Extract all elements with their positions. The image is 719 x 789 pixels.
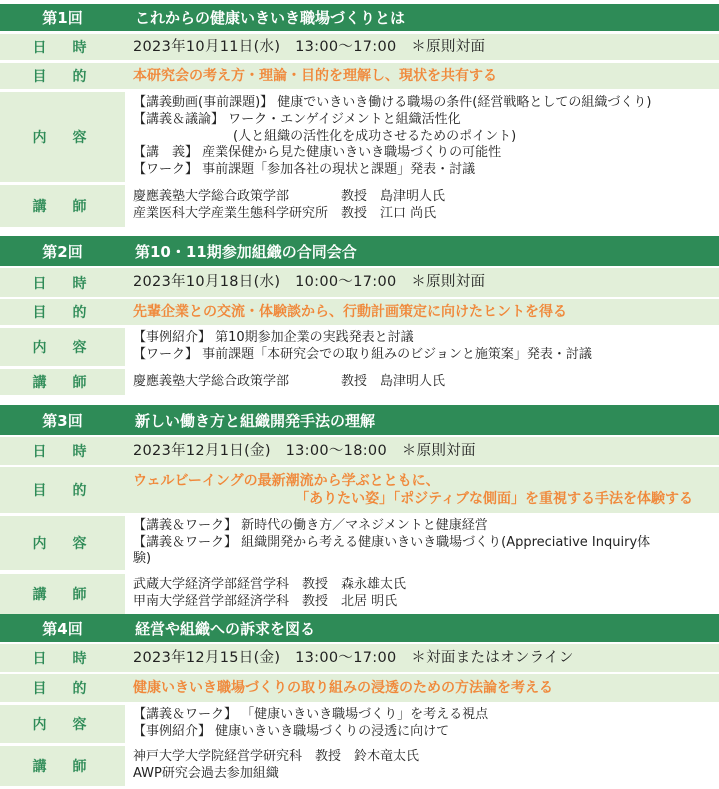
session-date: 2023年10月18日(水) 10:00〜17:00 ＊原則対面 — [133, 274, 486, 291]
session-1-content-row — [0, 92, 719, 182]
session-date: 2023年12月15日(金) 13:00〜17:00 ＊対面またはオンライン — [133, 649, 574, 666]
content-line: 【事例紹介】 健康いきいき職場づくりの浸透に向けて — [133, 724, 450, 739]
session-4-lecturer-row — [0, 746, 719, 786]
session-goal: 本研究会の考え方・理論・目的を理解し、現状を共有する — [133, 67, 497, 84]
content-line: 【講義動画(事前課題)】 健康でいきいき働ける職場の条件(経営戦略としての組織づくり) — [133, 94, 652, 110]
lecturer-line: 武蔵大学経済学部経営学科 教授 森永雄太氏 — [133, 577, 407, 593]
session-2-header — [0, 236, 719, 266]
session-3-content-row — [0, 516, 719, 570]
lecturer-label: 講 師 — [0, 369, 125, 395]
session-1-lecturer-row — [0, 185, 719, 227]
session-1-header — [0, 4, 719, 31]
content-line: 【事例紹介】 第10期参加企業の実践発表と討議 — [133, 330, 414, 346]
content-line: 【講義＆ワーク】 組織開発から考える健康いきいき職場づくり(Appreciative Inquiry体 — [133, 534, 651, 550]
session-number: 第1回 — [42, 9, 83, 27]
date-label: 日 時 — [0, 644, 125, 672]
content-line: 【講 義】 産業保健から見た健康いきいき職場づくりの可能性 — [133, 145, 502, 161]
goal-label: 目 的 — [0, 299, 125, 325]
content-label: 内 容 — [0, 705, 125, 743]
session-2-date-row — [0, 268, 719, 297]
session-2-goal-row — [0, 299, 719, 325]
session-3-date-row — [0, 437, 719, 465]
session-number: 第2回 — [42, 242, 83, 261]
lecturer-line: AWP研究会過去参加組織 — [133, 766, 279, 781]
goal-label: 目 的 — [0, 674, 125, 702]
session-3-goal-row — [0, 467, 719, 513]
session-goal: 先輩企業との交流・体験談から、行動計画策定に向けたヒントを得る — [133, 303, 567, 320]
session-4-header — [0, 614, 719, 642]
session-3-lecturer-row — [0, 574, 719, 614]
content-label: 内 容 — [0, 328, 125, 366]
lecturer-line: 慶應義塾大学総合政策学部 教授 島津明人氏 — [133, 373, 446, 389]
session-date: 2023年10月11日(水) 13:00〜17:00 ＊原則対面 — [133, 38, 486, 55]
lecturer-line: 神戸大学大学院経営学研究科 教授 鈴木竜太氏 — [133, 749, 420, 765]
lecturer-line: 甲南大学経営学部経済学科 教授 北居 明氏 — [133, 594, 398, 609]
session-number: 第4回 — [42, 619, 83, 638]
content-line: 【講義＆議論】 ワーク・エンゲイジメントと組織活性化 — [133, 111, 461, 127]
lecturer-line: 産業医科大学産業生態科学研究所 教授 江口 尚氏 — [133, 206, 437, 221]
content-line: 【ワーク】 事前課題「本研究会での取り組みのビジョンと施策案」発表・討議 — [133, 347, 592, 362]
content-label: 内 容 — [0, 516, 125, 570]
session-title: これからの健康いきいき職場づくりとは — [135, 9, 406, 27]
session-1-date-row — [0, 34, 719, 60]
session-number: 第3回 — [42, 411, 83, 430]
content-line: (人と組織の活性化を成功させるためのポイント) — [233, 128, 517, 144]
session-title: 新しい働き方と組織開発手法の理解 — [135, 411, 376, 430]
goal-label: 目 的 — [0, 63, 125, 89]
session-2-lecturer-row — [0, 369, 719, 395]
lecturer-label: 講 師 — [0, 746, 125, 786]
session-1-goal-row — [0, 63, 719, 89]
lecturer-line: 慶應義塾大学総合政策学部 教授 島津明人氏 — [133, 189, 446, 205]
session-goal-line: ウェルビーイングの最新潮流から学ぶとともに、 — [133, 472, 440, 489]
content-line: 【ワーク】 事前課題「参加各社の現状と課題」発表・討議 — [133, 162, 476, 178]
session-goal-line: 「ありたい姿」「ポジティブな側面」を重視する手法を体験する — [295, 491, 693, 507]
session-4-goal-row — [0, 674, 719, 702]
content-line: 【講義＆ワーク】 「健康いきいき職場づくり」を考える視点 — [133, 707, 489, 723]
session-title: 経営や組織への訴求を図る — [135, 619, 316, 638]
content-line: 【講義＆ワーク】 新時代の働き方／マネジメントと健康経営 — [133, 517, 488, 533]
session-date: 2023年12月1日(金) 13:00〜18:00 ＊原則対面 — [133, 442, 476, 459]
lecturer-label: 講 師 — [0, 185, 125, 227]
session-4-date-row — [0, 644, 719, 672]
date-label: 日 時 — [0, 268, 125, 297]
lecturer-label: 講 師 — [0, 574, 125, 614]
session-goal: 健康いきいき職場づくりの取り組みの浸透のための方法論を考える — [133, 679, 553, 696]
goal-label: 目 的 — [0, 467, 125, 513]
content-label: 内 容 — [0, 92, 125, 182]
date-label: 日 時 — [0, 437, 125, 465]
session-title: 第10・11期参加組織の合同会合 — [135, 242, 357, 261]
session-3-header — [0, 405, 719, 435]
session-2-content-row — [0, 328, 719, 366]
content-line: 験) — [133, 551, 152, 567]
session-4-content-row — [0, 705, 719, 743]
date-label: 日 時 — [0, 34, 125, 60]
